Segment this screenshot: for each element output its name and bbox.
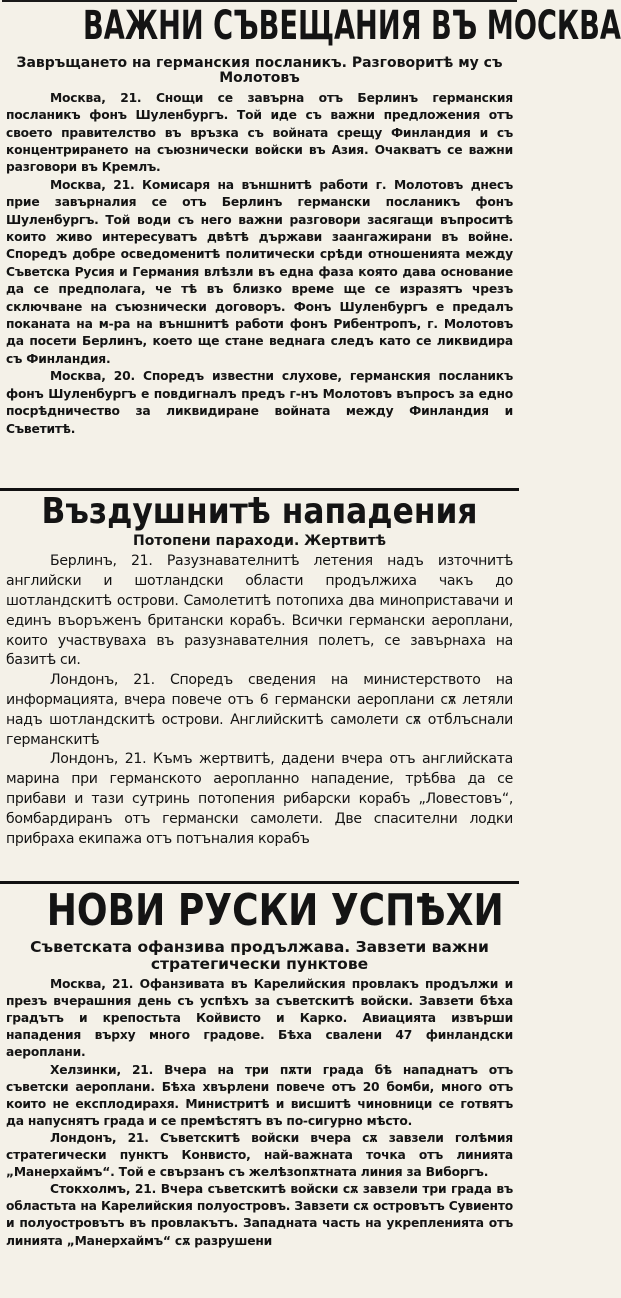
article-moscow-meetings (0, 0, 621, 488)
headline: НОВИ РУСКИ УСПѢХИ (46, 885, 504, 936)
subheadline: Съветската офанзива продължава. Завзети важни стратегически пунктове (30, 938, 489, 974)
article-air-attacks (0, 488, 519, 881)
paragraph: Хелзинки, 21. Вчера на три пѫти града бѣ нападнатъ отъ съветски аероплани. Бѣха хвърлени повече отъ 20 бомби, много отъ които не експлодирахя. Министритѣ и висшитѣ чиновници се готвятъ да напуснятъ града и се премѣстятъ въ по-сигурно мѣсто. (6, 1062, 513, 1128)
paragraph: Берлинъ, 21. Разузнавателнитѣ летения надъ източнитѣ английски и шотландски области продължиха чакъ до шотландскитѣ острови. Самолетитѣ потопиха два миноприставачи и единъ въоръженъ британски корабъ. Всички германски аероплани, които участвуваха въ разузнавателния полетъ, се завърнаха на базитѣ си. (6, 553, 513, 669)
paragraph: Москва, 21. Офанзивата въ Карелийския провлакъ продължи и презъ вчерашния день съ успѣхъ за съветскитѣ войски. Завзети бѣха градътъ и крепостьта Койвисто и Карко. Авиацията извърши нападения върху много градове. Бѣха свалени 47 финландски аероплани. (6, 977, 513, 1060)
article-body (6, 552, 513, 849)
article-body (6, 90, 513, 438)
article-russian-successes (0, 881, 519, 1298)
headline: ВАЖНИ СЪВЕЩАНИЯ ВЪ МОСКВА (83, 3, 621, 49)
paragraph: Москва, 21. Комисаря на външнитѣ работи г. Молотовъ днесъ прие завърналия се отъ Берлинъ германски посланикъ фонъ Шуленбургъ. Той води съ него важни разговори засягащи въпроситѣ които живо интересуватъ двѣтѣ държави заангажирани въ войне. Споредъ добре осведоменитѣ политически срѣди отношенията между Съветска Русия и Германия влѣзли въ една фаза която дава основание да се предполага, че тѣ въ близко време ще се изразятъ чрезъ сключване на съюзнически договоръ. Фонъ Шуленбургъ е предалъ поканата на м-ра на външнитѣ работи фонъ Рибентропъ, г. Молотовъ да посети Берлинъ, което ще стане веднага следъ като се ликвидира съ Финландия. (6, 177, 513, 366)
paragraph: Москва, 20. Споредъ известни слухове, германския посланикъ фонъ Шуленбургъ е повдигналъ предъ г-нъ Молотовъ въпросъ за едно посрѣдничество за ликвидиране войната между Финландия и Съветитѣ. (6, 369, 513, 436)
paragraph: Лондонъ, 21. Съветскитѣ войски вчера сѫ завзели голѣмия стратегически пунктъ Конвисто, най-важната точка отъ линията „Манерхаймъ“. Той е свързанъ съ желѣзопѫтната линия за Виборгъ. (6, 1130, 513, 1180)
paragraph: Лондонъ, 21. Споредъ сведения на министерството на информацията, вчера повече отъ 6 германски аероплани сѫ летяли надъ шотландскитѣ острови. Английскитѣ самолети сѫ отблъснали германскитѣ (6, 672, 513, 748)
article-body (6, 976, 513, 1250)
paragraph: Стокхолмъ, 21. Вчера съветскитѣ войски сѫ завзели три града въ областьта на Карелийския полуостровъ. Завзети сѫ островътъ Сувиенто и полуостровътъ въ провлакътъ. Западната часть на укрепленията отъ линията „Манерхаймъ“ сѫ разрушени (6, 1182, 513, 1248)
subheadline: Завръщането на германския посланикъ. Разговоритѣ му съ Молотовъ (16, 55, 503, 87)
paragraph: Москва, 21. Снощи се завърна отъ Берлинъ германския посланикъ фонъ Шуленбургъ. Той иде съ важни предложения отъ своето правителство въ връзка съ войната срещу Финландия и съ концентрирането на съюзнически войски въ Азия. Очакватъ се важни разговори въ Кремлъ. (6, 90, 513, 175)
paragraph: Лондонъ, 21. Къмъ жертвитѣ, дадени вчера отъ английската марина при германското аеропланно нападение, трѣбва да се прибави и тази сутринь потопения рибарски корабъ „Ловестовъ“, бомбардиранъ отъ германски самолети. Две спасителни лодки прибраха екипажа отъ потъналия корабъ (6, 751, 513, 847)
subheadline: Потопени параходи. Жертвитѣ (133, 533, 386, 549)
headline: Въздушнитѣ нападения (41, 491, 478, 532)
